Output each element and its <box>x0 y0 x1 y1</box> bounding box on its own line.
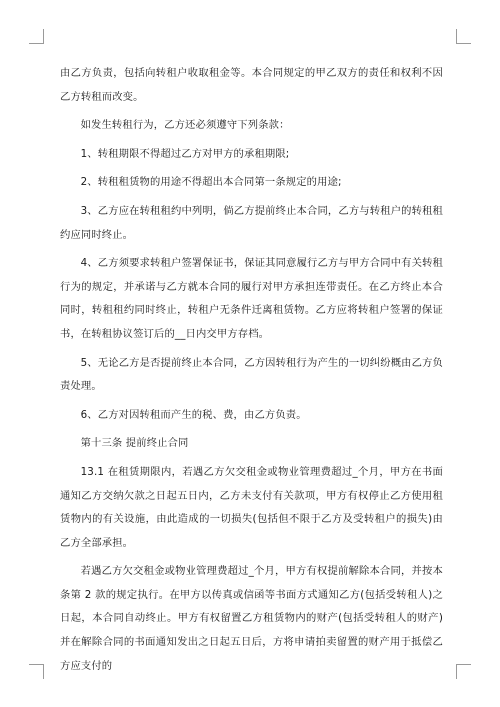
clause-item-2: 2、转租租赁物的用途不得超出本合同第一条规定的用途; <box>80 176 342 189</box>
paragraph-termination: 若遇乙方欠交租金或物业管理费超过_个月，甲方有权提前解除本合同，并按本条第 2 款的规定执行。在甲方以传真或信函等书面方式通知乙方(包括受转租人)之日起，本合同自动终止。甲方有权留置乙方租赁物内的财产(包括受转租人的财产)并在解除合同的书面通知发出之日起五日后，方将申请拍卖留置的财产用于抵偿乙方应支付的 <box>60 565 443 672</box>
clause-item-1: 1、转租期限不得超过乙方对甲方的承租期限; <box>80 147 290 160</box>
section-heading-13: 第十三条 提前终止合同 <box>80 437 189 450</box>
crop-mark-bottom-right <box>456 664 471 679</box>
clause-item-6: 6、乙方对因转租而产生的税、费，由乙方负责。 <box>80 408 307 421</box>
paragraph-continued: 由乙方负责，包括向转租户收取租金等。本合同规定的甲乙双方的责任和权利不因乙方转租而改变。 <box>60 67 443 103</box>
crop-mark-top-right <box>456 29 471 44</box>
crop-mark-top-left <box>29 29 44 44</box>
document-page <box>60 62 443 678</box>
crop-mark-bottom-left <box>29 664 44 679</box>
clause-item-5: 5、无论乙方是否提前终止本合同，乙方因转租行为产生的一切纠纷概由乙方负责处理。 <box>60 356 443 393</box>
clause-13-1: 13.1 在租赁期限内，若遇乙方欠交租金或物业管理费超过_个月，甲方在书面通知乙方交纳欠款之日起五日内，乙方未支付有关款项，甲方有权停止乙方使用租赁物内的有关设施，由此造成的一切损失(包括但不限于乙方及受转租户的损失)由乙方全部承担。 <box>60 465 443 549</box>
clause-item-3: 3、乙方应在转租租约中列明，倘乙方提前终止本合同，乙方与转租户的转租租约应同时终止。 <box>60 204 443 241</box>
paragraph-sublease-intro: 如发生转租行为，乙方还必须遵守下列条款： <box>80 119 290 132</box>
clause-item-4: 4、乙方须要求转租户签署保证书，保证其同意履行乙方与甲方合同中有关转租行为的规定，并承诺与乙方就本合同的履行对甲方承担连带责任。在乙方终止本合同时，转租租约同时终止，转租户无条件迁离租赁物。乙方应将转租户签署的保证书，在转租协议签订后的__日内交甲方存档。 <box>60 257 443 340</box>
